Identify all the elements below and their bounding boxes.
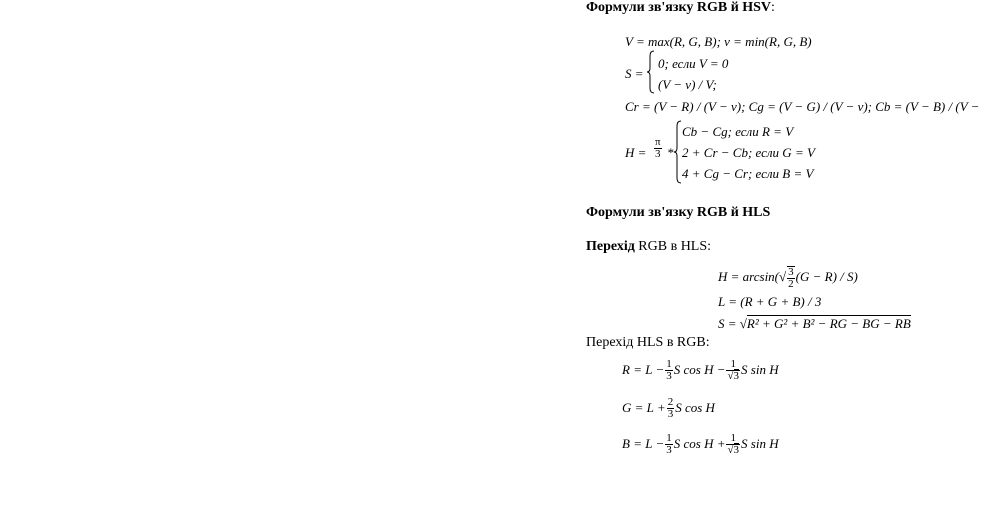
formula-b	[622, 428, 779, 460]
pi-symbol: π	[655, 136, 661, 148]
frac-num-1: 1	[666, 357, 672, 370]
two-thirds	[667, 397, 675, 420]
frac-num-1b: 1	[726, 359, 740, 371]
formula-hls-s-prefix: S =	[718, 316, 737, 331]
formula-r-part1: R = L −	[622, 362, 665, 377]
frac-num-2: 2	[667, 395, 674, 408]
frac-den-3b: 3	[667, 407, 674, 420]
formula-h-lhs: H =	[625, 145, 647, 160]
frac-num-1d: 1	[726, 433, 740, 445]
formula-hls-h-suffix: (G − R) / S)	[795, 268, 858, 284]
label-rgb-to-hls	[586, 239, 711, 255]
label-rgb-to-hls-bold: Перехід	[586, 239, 635, 254]
frac-den-sqrt3: √3	[727, 369, 740, 382]
formula-hls-h-prefix: H = arcsin(	[718, 268, 780, 284]
frac-num-1c: 1	[666, 431, 672, 444]
formula-v-max-min: V = max(R, G, B); v = min(R, G, B)	[625, 34, 812, 49]
brace-s	[647, 50, 655, 94]
label-hls-to-rgb: Перехід HLS в RGB:	[586, 335, 710, 350]
formula-g	[622, 392, 715, 424]
formula-h-case1: Cb − Cg; если R = V	[682, 124, 794, 139]
formula-g-part2: S cos H	[675, 400, 715, 415]
pi-over-three	[654, 137, 662, 160]
frac-den-3: 3	[666, 369, 672, 382]
sqrt3-value-b: 3	[733, 443, 740, 456]
frac-den-2: 2	[788, 278, 794, 290]
formula-h-mul: *	[667, 145, 674, 160]
formula-b-part2: S cos H +	[673, 436, 726, 451]
formula-b-part3: S sin H	[741, 436, 779, 451]
one-third	[665, 359, 673, 382]
label-rgb-to-hls-rest: RGB в HLS:	[634, 239, 712, 254]
brace-h-icon	[674, 120, 682, 184]
three-den: 3	[655, 148, 661, 160]
frac-num-3: 3	[788, 266, 794, 278]
frac-den-sqrt3b: √3	[727, 443, 740, 456]
formula-r-part2: S cos H −	[673, 362, 726, 377]
formula-hls-s-expr: R² + G² + B² − RG − BG − RB	[746, 316, 911, 331]
one-over-sqrt3-b	[726, 433, 740, 456]
formula-g-part1: G = L +	[622, 400, 666, 415]
formula-s-case1: 0; если V = 0	[658, 56, 729, 71]
heading-rgb-hls: Формули зв'язку RGB й HLS	[586, 205, 771, 220]
formula-s-lhs: S =	[625, 66, 644, 81]
formula-hls-l: L = (R + G + B) / 3	[718, 294, 822, 309]
heading-rgb-hsv-text: Формули зв'язку RGB й HSV	[586, 0, 772, 15]
brace-s-icon	[647, 50, 655, 94]
formula-b-part1: B = L −	[622, 436, 665, 451]
formula-h-case2: 2 + Cr − Cb; если G = V	[682, 145, 815, 160]
sqrt-three-halves	[787, 266, 795, 290]
heading-rgb-hsv	[586, 0, 775, 16]
formula-h-pi-frac	[653, 137, 663, 160]
heading-colon: :	[771, 0, 775, 15]
sqrt3-value: 3	[733, 369, 740, 382]
frac-den-3c: 3	[666, 443, 672, 456]
formula-hls-h: H = arcsin(√ $\frac{3}{2}$ (G − R) / S)	[718, 266, 858, 290]
formula-hls-s: S = √R² + G² + B² − RG − BG − RB	[718, 316, 911, 331]
one-third-b	[665, 433, 673, 456]
brace-h	[674, 120, 682, 184]
formula-cr-cg-cb: Cr = (V − R) / (V − v); Cg = (V − G) / (V − v); Cb = (V − B) / (V −	[625, 99, 980, 114]
formula-s-case2: (V − v) / V;	[658, 77, 717, 92]
formula-r	[622, 354, 779, 386]
one-over-sqrt3	[726, 359, 740, 382]
formula-r-part3: S sin H	[741, 362, 779, 377]
formula-h-case3: 4 + Cg − Cr; если B = V	[682, 166, 814, 181]
